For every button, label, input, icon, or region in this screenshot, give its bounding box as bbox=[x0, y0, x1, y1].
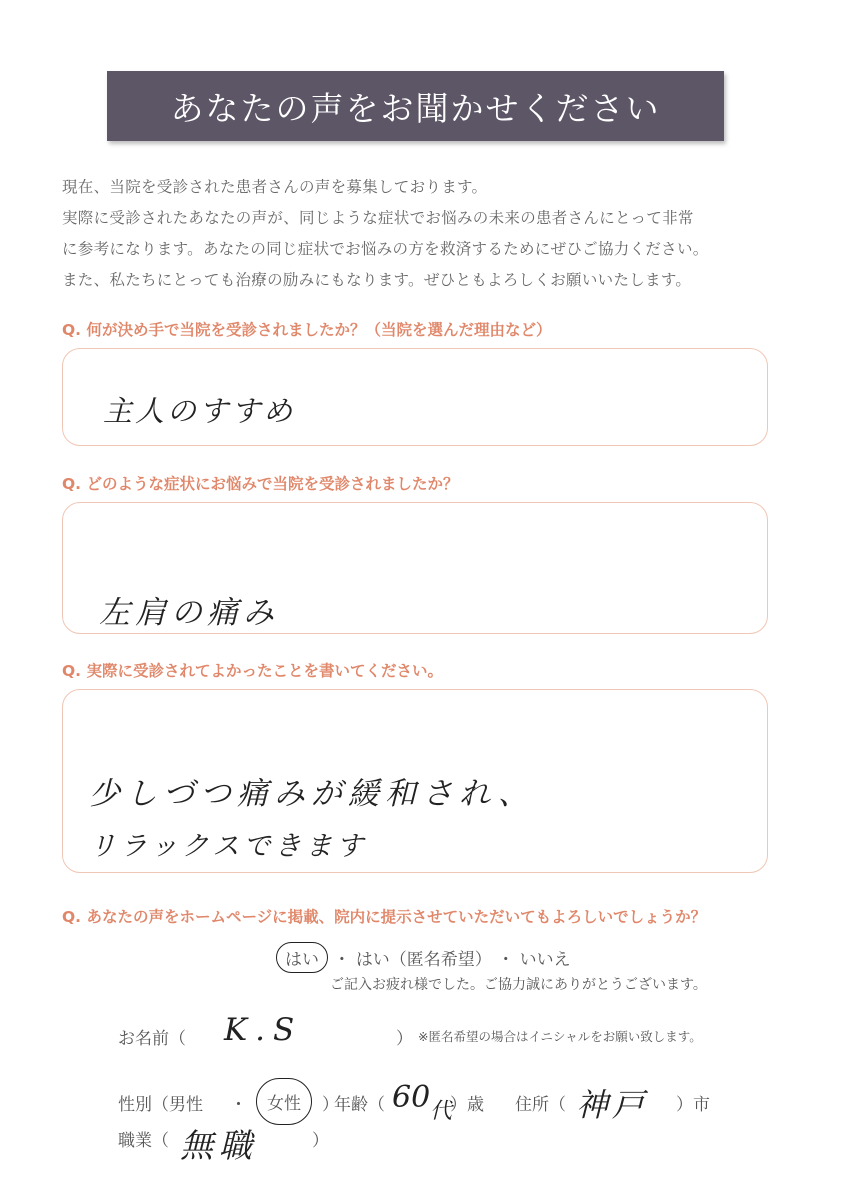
name-close: ） bbox=[396, 1029, 413, 1049]
address-label: 住所（ bbox=[515, 1095, 566, 1115]
occupation-value[interactable]: 無職 bbox=[180, 1126, 258, 1165]
answer-2-text: 左肩の痛み bbox=[99, 595, 279, 631]
consent-question: Q. あなたの声をホームページに掲載、院内に提示させていただいてもよろしいでしょうか？ bbox=[62, 908, 707, 926]
intro-line: 現在、当院を受診された患者さんの声を募集しております。 bbox=[62, 178, 488, 196]
name-value[interactable]: K.S bbox=[224, 1012, 303, 1048]
consent-separator: ・ bbox=[333, 950, 351, 970]
intro-text bbox=[62, 172, 802, 296]
question-2-label: Q. どのような症状にお悩みで当院を受診されましたか？ bbox=[62, 475, 459, 493]
address-unit: ）市 bbox=[676, 1095, 710, 1115]
consent-option-anonymous[interactable]: はい（匿名希望） bbox=[355, 950, 492, 970]
age-suffix: 代 bbox=[430, 1099, 453, 1124]
age-value[interactable]: 60 bbox=[392, 1080, 431, 1115]
question-3-label: Q. 実際に受診されてよかったことを書いてください。 bbox=[62, 662, 443, 680]
gender-separator: ・ bbox=[230, 1095, 247, 1115]
intro-line: また、私たちにとっても治療の励みにもなります。ぜひともよろしくお願いいたします。 bbox=[62, 271, 692, 289]
intro-line: に参考になります。あなたの同じ症状でお悩みの方を救済するためにぜひご協力ください。 bbox=[62, 240, 709, 258]
age-label: 年齢（ bbox=[334, 1095, 385, 1115]
consent-option-no[interactable]: いいえ bbox=[519, 950, 571, 970]
occupation-close: ） bbox=[312, 1131, 329, 1151]
answer-3-line-1: 少しづつ痛みが緩和され、 bbox=[89, 776, 535, 812]
answer-1-text: 主人のすすめ bbox=[103, 394, 296, 428]
answer-3-line-2: リラックスできます bbox=[89, 831, 368, 862]
consent-separator: ・ bbox=[497, 950, 515, 970]
intro-line: 実際に受診されたあなたの声が、同じような症状でお悩みの未来の患者さんにとって非常 bbox=[62, 209, 694, 227]
name-note: ※匿名希望の場合はイニシャルをお願い致します。 bbox=[418, 1029, 702, 1044]
form-title: あなたの声をお聞かせください bbox=[170, 88, 661, 128]
name-label: お名前（ bbox=[118, 1029, 186, 1049]
gender-label: 性別（男性 bbox=[118, 1095, 203, 1115]
thanks-text: ご記入お疲れ様でした。ご協力誠にありがとうございます。 bbox=[330, 977, 707, 993]
age-unit: ）歳 bbox=[450, 1095, 484, 1115]
answer-box-1[interactable] bbox=[62, 348, 768, 446]
consent-options bbox=[276, 942, 571, 973]
form-title-banner bbox=[107, 71, 724, 141]
answer-box-3[interactable] bbox=[62, 689, 768, 873]
gender-option-female[interactable]: 女性 bbox=[256, 1078, 312, 1125]
consent-option-yes[interactable]: はい bbox=[276, 942, 328, 973]
occupation-label: 職業（ bbox=[118, 1131, 169, 1151]
gender-close: ） bbox=[322, 1095, 339, 1115]
address-value[interactable]: 神戸 bbox=[576, 1086, 649, 1124]
question-1-label: Q. 何が決め手で当院を受診されましたか？（当院を選んだ理由など） bbox=[62, 321, 552, 339]
answer-box-2[interactable] bbox=[62, 502, 768, 634]
